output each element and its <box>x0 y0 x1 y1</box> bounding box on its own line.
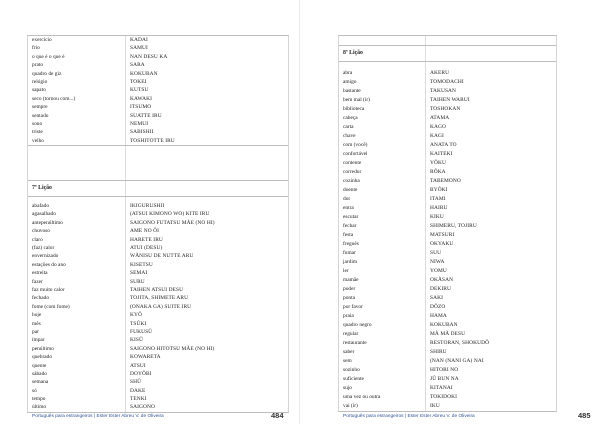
vocabulary-table <box>338 35 557 412</box>
table-row <box>339 168 556 177</box>
table-row <box>339 348 556 357</box>
portuguese-term: escutar <box>339 213 426 222</box>
table-row <box>339 294 556 303</box>
portuguese-term: amigo <box>339 78 426 87</box>
portuguese-term: estreita <box>28 269 126 277</box>
portuguese-term: frio <box>28 44 126 52</box>
japanese-term: SHIMERU, TOJIRU <box>430 223 477 229</box>
table-row <box>28 103 288 111</box>
table-row <box>339 249 556 258</box>
table-row <box>339 132 556 141</box>
portuguese-term: confortável <box>339 150 426 159</box>
table-row <box>28 120 288 128</box>
portuguese-term: cozinha <box>339 177 426 186</box>
japanese-term: FUKUSÛ <box>130 328 153 335</box>
japanese-term: SURU <box>130 278 145 285</box>
japanese-term: HARETE IRU <box>130 236 163 243</box>
table-row <box>339 285 556 294</box>
japanese-term: AME NO ÔI <box>130 228 160 235</box>
portuguese-term: penúltimo <box>28 345 126 353</box>
portuguese-term: mamãe <box>339 276 426 285</box>
table-row <box>28 70 288 78</box>
blank-cell <box>126 146 288 180</box>
portuguese-term: entra <box>339 204 426 213</box>
table-row <box>339 195 556 204</box>
japanese-term: TAIHEN ATSUI DESU <box>130 286 184 293</box>
blank-cell <box>426 36 556 45</box>
table-row <box>339 330 556 339</box>
table-row <box>28 370 288 378</box>
lesson-header-row <box>339 45 556 62</box>
portuguese-term: fechar <box>339 222 426 231</box>
page-number: 485 <box>578 411 591 420</box>
japanese-term: ITSUMO <box>130 104 152 111</box>
portuguese-term: último <box>28 403 126 411</box>
portuguese-term: sentado <box>28 112 126 120</box>
portuguese-term: carta <box>339 123 426 132</box>
portuguese-term: restaurante <box>339 339 426 348</box>
japanese-term: YÔKU <box>430 160 446 166</box>
japanese-term: SHÛ <box>130 379 142 386</box>
portuguese-term: sem <box>339 357 426 366</box>
portuguese-term: o que é o que é <box>28 53 126 61</box>
portuguese-term: jardim <box>339 258 426 267</box>
table-row <box>28 303 288 311</box>
japanese-term: TOKIDOKI <box>430 394 458 400</box>
japanese-term: KISÛ <box>130 337 143 344</box>
japanese-term: NIWA <box>430 259 445 265</box>
table-row <box>28 336 288 344</box>
table-row <box>339 402 556 411</box>
table-row <box>28 378 288 386</box>
japanese-term: IKIGURUSHII <box>130 203 165 210</box>
portuguese-term: hoje <box>28 311 126 319</box>
portuguese-term: par <box>28 328 126 336</box>
japanese-term: SAIGONO <box>130 404 155 411</box>
table-row <box>28 320 288 328</box>
japanese-term: SUU <box>430 250 442 256</box>
portuguese-term: regular <box>339 330 426 339</box>
table-row <box>28 286 288 294</box>
portuguese-term: com (você) <box>339 141 426 150</box>
footer-text: Português para estrangeiros | Ester Ester Abreu V. de Oliveira <box>343 414 475 419</box>
portuguese-term: cabeça <box>339 114 426 123</box>
portuguese-term: poder <box>339 285 426 294</box>
table-row <box>28 278 288 286</box>
portuguese-term: abra <box>339 69 426 78</box>
portuguese-term: chuvoso <box>28 227 126 235</box>
portuguese-term: (faz) calor <box>28 244 126 252</box>
portuguese-term: sono <box>28 120 126 128</box>
portuguese-term: antepenúltimo <box>28 219 126 227</box>
japanese-term: OKYAKU <box>430 241 454 247</box>
japanese-term: KAITEKI <box>430 151 453 157</box>
japanese-term: DAKE <box>130 387 146 394</box>
portuguese-term: prato <box>28 61 126 69</box>
japanese-term: TOKEI <box>130 78 147 85</box>
portuguese-term: triste <box>28 128 126 136</box>
table-row <box>339 105 556 114</box>
japanese-term: DEKIRU <box>430 286 451 292</box>
portuguese-term: fumar <box>339 249 426 258</box>
portuguese-term: dor <box>339 195 426 204</box>
blank-cell <box>28 146 126 180</box>
japanese-term: KAGO <box>430 124 446 130</box>
japanese-term: MÃ MÃ DESU <box>430 331 466 337</box>
portuguese-term: quadro de giz <box>28 70 126 78</box>
portuguese-term: praia <box>339 312 426 321</box>
japanese-term: KOWARETA <box>130 354 161 361</box>
table-row <box>339 186 556 195</box>
japanese-term: SHIRU <box>430 349 447 355</box>
table-row <box>28 95 288 103</box>
blank-cell <box>339 36 426 45</box>
table-row <box>339 78 556 87</box>
japanese-term: KOKUBAN <box>130 70 158 77</box>
portuguese-term: semana <box>28 378 126 386</box>
table-row <box>28 362 288 370</box>
portuguese-term: chave <box>339 132 426 141</box>
table-row <box>28 294 288 302</box>
japanese-term: TOSHITOTTE IRU <box>130 137 175 144</box>
japanese-term: NEMUI <box>130 120 149 127</box>
table-row <box>339 222 556 231</box>
portuguese-term: suficiente <box>339 375 426 384</box>
table-row <box>339 339 556 348</box>
footer-text: Português para estrangeiros | Ester Ester Abreu V. de Oliveira <box>32 414 164 419</box>
table-row <box>28 227 288 235</box>
table-row <box>28 128 288 136</box>
portuguese-term: vai (ir) <box>339 402 426 411</box>
table-row <box>28 261 288 269</box>
japanese-term: ATAMA <box>430 115 450 121</box>
portuguese-term: seco (tornou com...) <box>28 95 126 103</box>
portuguese-term: doente <box>339 186 426 195</box>
table-row <box>28 219 288 227</box>
table-row <box>28 210 288 218</box>
table-row <box>28 345 288 353</box>
portuguese-term: fome (com fome) <box>28 303 126 311</box>
table-blank-row <box>339 62 556 69</box>
table-row <box>339 276 556 285</box>
portuguese-term: quadro negro <box>339 321 426 330</box>
table-row <box>339 177 556 186</box>
page-number: 484 <box>271 411 284 420</box>
table-row <box>339 366 556 375</box>
blank-cell <box>339 62 426 69</box>
japanese-term: (ONAKA GA) SUITE IRU <box>130 303 192 310</box>
lesson-title: 8ª Lição <box>339 46 426 61</box>
japanese-term: HAIRU <box>430 205 448 211</box>
japanese-term: WÃNISU DE NUTTE ARU <box>130 253 194 260</box>
japanese-term: TSÛKI <box>130 320 147 327</box>
japanese-term: JÛ BUN NA <box>430 376 459 382</box>
portuguese-term: ler <box>339 267 426 276</box>
japanese-term: TABEMONO <box>430 178 461 184</box>
japanese-term: YOMU <box>430 268 447 274</box>
japanese-term: DÔZO <box>430 304 446 310</box>
table-row <box>28 78 288 86</box>
vocabulary-section <box>28 202 288 412</box>
table-row <box>339 375 556 384</box>
japanese-term: IKU <box>430 403 440 409</box>
table-row <box>339 96 556 105</box>
portuguese-term: biblioteca <box>339 105 426 114</box>
japanese-term: (ATSUI KIMONO WO) KITE IRU <box>130 211 210 218</box>
portuguese-term: tempo <box>28 395 126 403</box>
japanese-term: RESTORAN, SHOKUDÔ <box>430 340 490 346</box>
table-row <box>339 357 556 366</box>
portuguese-term: ímpar <box>28 336 126 344</box>
table-row <box>339 213 556 222</box>
table-row <box>28 53 288 61</box>
japanese-term: SUATTE IRU <box>130 112 162 119</box>
japanese-term: SABISHII <box>130 129 154 136</box>
japanese-term: TOMODACHI <box>430 79 464 85</box>
japanese-term: TOSHOKAN <box>430 106 461 112</box>
table-row <box>28 202 288 210</box>
japanese-term: HAMA <box>430 313 447 319</box>
table-row <box>339 231 556 240</box>
table-row <box>339 87 556 96</box>
portuguese-term: quebrado <box>28 353 126 361</box>
table-row <box>28 86 288 94</box>
table-row <box>28 36 288 44</box>
japanese-term: SEMAI <box>130 270 148 277</box>
japanese-term: KUTSU <box>130 87 149 94</box>
japanese-term: KAGI <box>430 133 444 139</box>
portuguese-term: corredor <box>339 168 426 177</box>
table-row <box>28 387 288 395</box>
japanese-term: SARA <box>130 62 145 69</box>
portuguese-term: abafado <box>28 202 126 210</box>
portuguese-term: bastante <box>339 87 426 96</box>
table-row <box>28 403 288 411</box>
portuguese-term: sozinho <box>339 366 426 375</box>
japanese-term: TAKUSAN <box>430 88 457 94</box>
portuguese-term: sábado <box>28 370 126 378</box>
table-row <box>28 244 288 252</box>
japanese-term: ANATA TO <box>430 142 457 148</box>
table-row <box>339 303 556 312</box>
portuguese-term: estações do ano <box>28 261 126 269</box>
japanese-term: (NAN (NANI GA) NAI <box>430 358 484 364</box>
table-row <box>339 204 556 213</box>
table-row <box>339 114 556 123</box>
japanese-term: KYÔ <box>130 312 142 319</box>
table-row <box>28 252 288 260</box>
table-row <box>28 137 288 145</box>
portuguese-term: bem mal (ir) <box>339 96 426 105</box>
japanese-term: SAIGONO HITOTSU MÃE (NO HI) <box>130 345 215 352</box>
portuguese-term: por favor <box>339 303 426 312</box>
japanese-term: HITORI NO <box>430 367 459 373</box>
blank-cell <box>126 181 288 196</box>
japanese-term: KITANAI <box>430 385 453 391</box>
table-row <box>339 123 556 132</box>
portuguese-term: claro <box>28 236 126 244</box>
portuguese-term: freguês <box>339 240 426 249</box>
table-row <box>28 61 288 69</box>
vocabulary-section-continued <box>28 36 288 146</box>
table-row <box>339 69 556 78</box>
portuguese-term: contente <box>339 159 426 168</box>
portuguese-term: agasalhado <box>28 210 126 218</box>
right-page <box>300 0 600 424</box>
table-row <box>28 236 288 244</box>
portuguese-term: ponta <box>339 294 426 303</box>
portuguese-term: velho <box>28 137 126 145</box>
table-blank-row <box>339 36 556 45</box>
portuguese-term: quente <box>28 362 126 370</box>
portuguese-term: fazer <box>28 278 126 286</box>
japanese-term: ITAMI <box>430 196 446 202</box>
portuguese-term: envernizado <box>28 252 126 260</box>
table-row <box>339 393 556 402</box>
blank-cell <box>426 62 556 69</box>
japanese-term: TOJITA, SHIMETE ARU <box>130 295 189 302</box>
table-row <box>28 112 288 120</box>
japanese-term: KISETSU <box>130 261 153 268</box>
table-row <box>28 395 288 403</box>
table-row <box>339 312 556 321</box>
portuguese-term: fechado <box>28 294 126 302</box>
japanese-term: NAN DESU KA <box>130 53 168 60</box>
japanese-term: ATUI (DESU) <box>130 245 163 252</box>
table-row <box>28 353 288 361</box>
vocabulary-section <box>339 69 556 411</box>
portuguese-term: mês <box>28 320 126 328</box>
table-row <box>339 141 556 150</box>
japanese-term: RÔKA <box>430 169 446 175</box>
japanese-term: KIKU <box>430 214 444 220</box>
japanese-term: SAMUI <box>130 45 148 52</box>
table-row <box>339 159 556 168</box>
japanese-term: AKERU <box>430 70 450 76</box>
table-row <box>339 267 556 276</box>
japanese-term: KOKUBAN <box>430 322 458 328</box>
table-row <box>339 150 556 159</box>
table-row <box>339 384 556 393</box>
portuguese-term: relógio <box>28 78 126 86</box>
japanese-term: KAWAKI <box>130 95 153 102</box>
portuguese-term: só <box>28 387 126 395</box>
lesson-header-row <box>28 180 288 197</box>
japanese-term: TENKI <box>130 396 147 403</box>
table-row <box>339 258 556 267</box>
table-row <box>339 321 556 330</box>
japanese-term: ATSUI <box>130 362 146 369</box>
japanese-term: BYÔKI <box>430 187 448 193</box>
vocabulary-table <box>27 35 289 413</box>
portuguese-term: sujo <box>339 384 426 393</box>
portuguese-term: sempre <box>28 103 126 111</box>
table-blank-row <box>28 146 288 180</box>
portuguese-term: faz muito calor <box>28 286 126 294</box>
table-row <box>339 240 556 249</box>
portuguese-term: uma vez ou outra <box>339 393 426 402</box>
portuguese-term: sapato <box>28 86 126 94</box>
japanese-term: SAKI <box>430 295 443 301</box>
table-row <box>28 328 288 336</box>
lesson-title: 7ª Lição <box>28 181 126 196</box>
japanese-term: SAIGONO FUTATSU MÃE (NO HI) <box>130 219 215 226</box>
japanese-term: KADAI <box>130 37 148 43</box>
portuguese-term: exercício <box>28 36 126 44</box>
table-row <box>28 311 288 319</box>
table-row <box>28 269 288 277</box>
japanese-term: OKÃSAN <box>430 277 454 283</box>
blank-cell <box>426 46 556 61</box>
table-row <box>28 44 288 52</box>
portuguese-term: festa <box>339 231 426 240</box>
portuguese-term: saber <box>339 348 426 357</box>
japanese-term: MATSURI <box>430 232 455 238</box>
japanese-term: DOYÔBI <box>130 370 152 377</box>
japanese-term: TAIHEN WARUI <box>430 97 470 103</box>
